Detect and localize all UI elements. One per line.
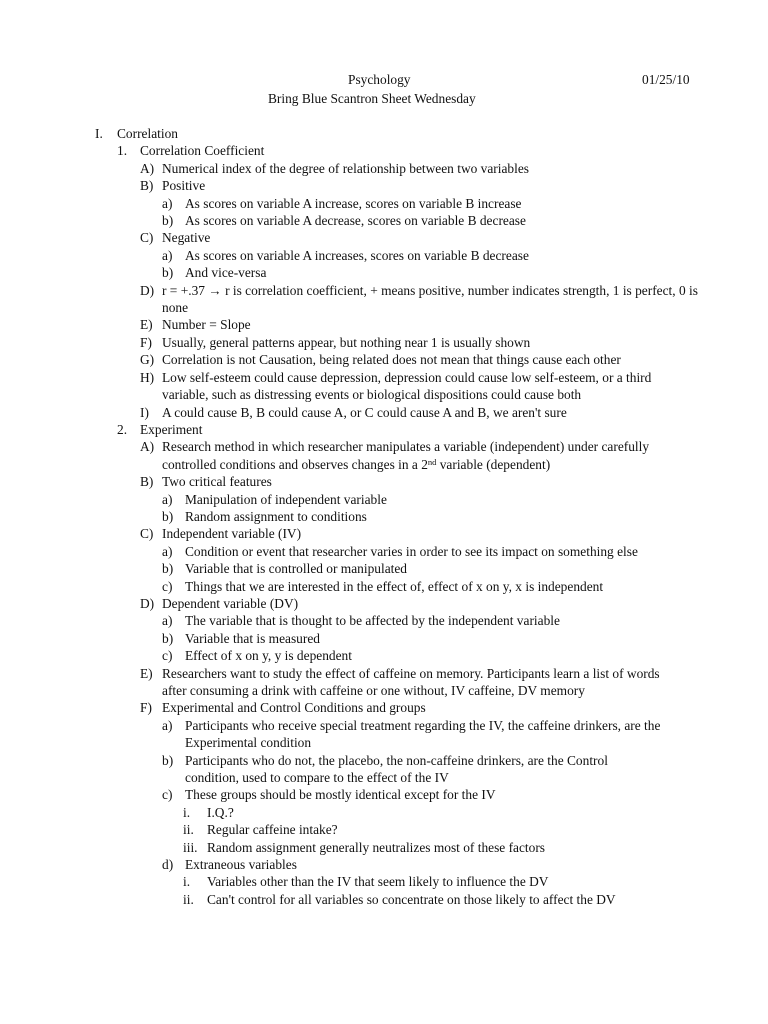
outline-item: [0, 578, 768, 595]
list-marker: a): [162, 717, 173, 733]
outline-text: Things that we are interested in the effect of, effect of x on y, x is independent: [185, 578, 604, 594]
outline-text: And vice-versa: [185, 265, 267, 281]
list-marker: b): [162, 561, 174, 577]
outline-text: Researchers want to study the effect of caffeine on memory. Participants learn a list of words after consuming a drink with caffeine or one without, IV caffeine, DV memory: [162, 665, 660, 698]
outline-text: r = +.37 → r is correlation coefficient, + means positive, number indicates strength, 1 is perfect, 0 is none: [162, 282, 698, 316]
outline-item: [0, 316, 768, 333]
outline-item: [0, 839, 768, 856]
list-marker: I): [140, 404, 149, 420]
outline-text: As scores on variable A increases, scores on variable B decrease: [185, 247, 529, 263]
outline-text: Positive: [162, 178, 206, 194]
outline-text: Participants who do not, the placebo, the non-caffeine drinkers, are the Control condition, used to compare to the effect of the IV: [185, 752, 608, 786]
outline-item: [0, 334, 768, 351]
outline-text: Can't control for all variables so concentrate on those likely to affect the DV: [207, 891, 616, 907]
list-marker: i.: [183, 874, 191, 890]
outline-section-correlation: [0, 125, 768, 142]
outline-item: [0, 351, 768, 368]
outline-item: [0, 856, 768, 873]
outline-text: Random assignment generally neutralizes most of these factors: [207, 839, 546, 855]
list-marker: b): [162, 265, 174, 281]
outline-text: Independent variable (IV): [162, 526, 302, 542]
list-marker: F): [140, 334, 152, 350]
outline-item: [0, 177, 768, 194]
list-marker: B): [140, 474, 154, 490]
outline-item: [0, 438, 768, 473]
outline-text: Correlation is not Causation, being related does not mean that things cause each other: [162, 352, 621, 368]
outline-text: These groups should be mostly identical except for the IV: [185, 787, 496, 803]
list-marker: E): [140, 665, 153, 681]
list-marker: C): [140, 230, 154, 246]
outline-item: [0, 369, 768, 404]
outline-item: [0, 491, 768, 508]
outline-text: Two critical features: [162, 474, 272, 490]
list-marker: E): [140, 317, 153, 333]
outline-item: [0, 282, 768, 317]
outline-text: I.Q.?: [207, 804, 234, 820]
outline-text: [162, 438, 667, 473]
subsection-heading: Correlation Coefficient: [140, 143, 265, 159]
outline-item: [0, 212, 768, 229]
outline-text: Manipulation of independent variable: [185, 491, 387, 507]
outline-item: [0, 786, 768, 803]
list-marker: H): [140, 369, 155, 385]
outline-text: Random assignment to conditions: [185, 508, 367, 524]
outline-text-part: Research method in which researcher manipulates a variable (independent) under carefully controlled conditions and observes changes in a 2: [162, 439, 650, 472]
outline-item: [0, 612, 768, 629]
outline-item: [0, 160, 768, 177]
outline-text: Negative: [162, 230, 211, 246]
list-marker: b): [162, 213, 174, 229]
list-marker: I.: [95, 126, 103, 141]
outline-text: Usually, general patterns appear, but nothing near 1 is usually shown: [162, 334, 531, 350]
subsection-heading: Experiment: [140, 421, 203, 437]
list-marker: D): [140, 282, 155, 298]
outline-text: Variable that is measured: [185, 630, 320, 646]
outline-item: [0, 404, 768, 421]
list-marker: i.: [183, 804, 191, 820]
outline-text: Effect of x on y, y is dependent: [185, 648, 352, 664]
outline-text: As scores on variable A increase, scores on variable B increase: [185, 195, 522, 211]
ordinal-superscript: nd: [427, 456, 437, 467]
outline-item: [0, 142, 768, 159]
outline-item: [0, 717, 768, 752]
list-marker: a): [162, 613, 173, 629]
outline-text: Number = Slope: [162, 317, 251, 333]
outline-item: [0, 630, 768, 647]
outline-text: Variables other than the IV that seem likely to influence the DV: [207, 874, 549, 890]
list-marker: 2.: [117, 421, 128, 437]
outline-text: Numerical index of the degree of relationship between two variables: [162, 160, 529, 176]
outline-item: [0, 752, 768, 787]
list-marker: D): [140, 595, 155, 611]
outline-item: [0, 473, 768, 490]
outline-text: Variable that is controlled or manipulated: [185, 561, 407, 577]
outline-text: Low self-esteem could cause depression, depression could cause low self-esteem, or a third variable, such as distressing events or biological dispositions could cause both: [162, 369, 652, 403]
list-marker: a): [162, 491, 173, 507]
outline-item: [0, 421, 768, 438]
outline-item: [0, 525, 768, 542]
outline-text: As scores on variable A decrease, scores on variable B decrease: [185, 213, 526, 229]
outline-item: [0, 665, 768, 700]
outline-text: A could cause B, B could cause A, or C could cause A and B, we aren't sure: [162, 404, 567, 420]
list-marker: 1.: [117, 143, 128, 159]
outline-item: [0, 264, 768, 281]
outline-item: [0, 195, 768, 212]
section-heading: Correlation: [117, 126, 178, 141]
list-marker: ii.: [183, 891, 194, 907]
outline-text: Regular caffeine intake?: [207, 822, 338, 838]
list-marker: A): [140, 439, 155, 455]
outline-text: Extraneous variables: [185, 857, 297, 873]
reminder-line: Bring Blue Scantron Sheet Wednesday: [268, 91, 476, 106]
list-marker: ii.: [183, 822, 194, 838]
list-marker: c): [162, 787, 173, 803]
list-marker: c): [162, 648, 173, 664]
notes-outline: [0, 125, 768, 908]
list-marker: A): [140, 160, 155, 176]
list-marker: b): [162, 630, 174, 646]
outline-item: [0, 508, 768, 525]
outline-item: [0, 247, 768, 264]
list-marker: F): [140, 700, 152, 716]
list-marker: d): [162, 857, 174, 873]
outline-item: [0, 229, 768, 246]
outline-text: Condition or event that researcher varies in order to see its impact on something else: [185, 543, 638, 559]
outline-item: [0, 804, 768, 821]
outline-text: Dependent variable (DV): [162, 595, 299, 611]
outline-text-part: variable (dependent): [436, 456, 551, 472]
list-marker: G): [140, 352, 155, 368]
outline-text: Experimental and Control Conditions and groups: [162, 700, 426, 716]
outline-item: [0, 873, 768, 890]
list-marker: b): [162, 752, 174, 768]
subject-title: Psychology: [348, 72, 411, 87]
list-marker: c): [162, 578, 173, 594]
list-marker: a): [162, 247, 173, 263]
outline-item: [0, 891, 768, 908]
list-marker: B): [140, 178, 154, 194]
outline-item: [0, 543, 768, 560]
outline-item: [0, 560, 768, 577]
outline-item: [0, 699, 768, 716]
list-marker: b): [162, 508, 174, 524]
outline-item: [0, 647, 768, 664]
outline-text: The variable that is thought to be affected by the independent variable: [185, 613, 560, 629]
outline-item: [0, 821, 768, 838]
list-marker: C): [140, 526, 154, 542]
list-marker: a): [162, 543, 173, 559]
document-date: 01/25/10: [642, 72, 690, 87]
outline-text: Participants who receive special treatment regarding the IV, the caffeine drinkers, are the Experimental condition: [185, 717, 661, 751]
list-marker: iii.: [183, 839, 198, 855]
outline-item: [0, 595, 768, 612]
list-marker: a): [162, 195, 173, 211]
